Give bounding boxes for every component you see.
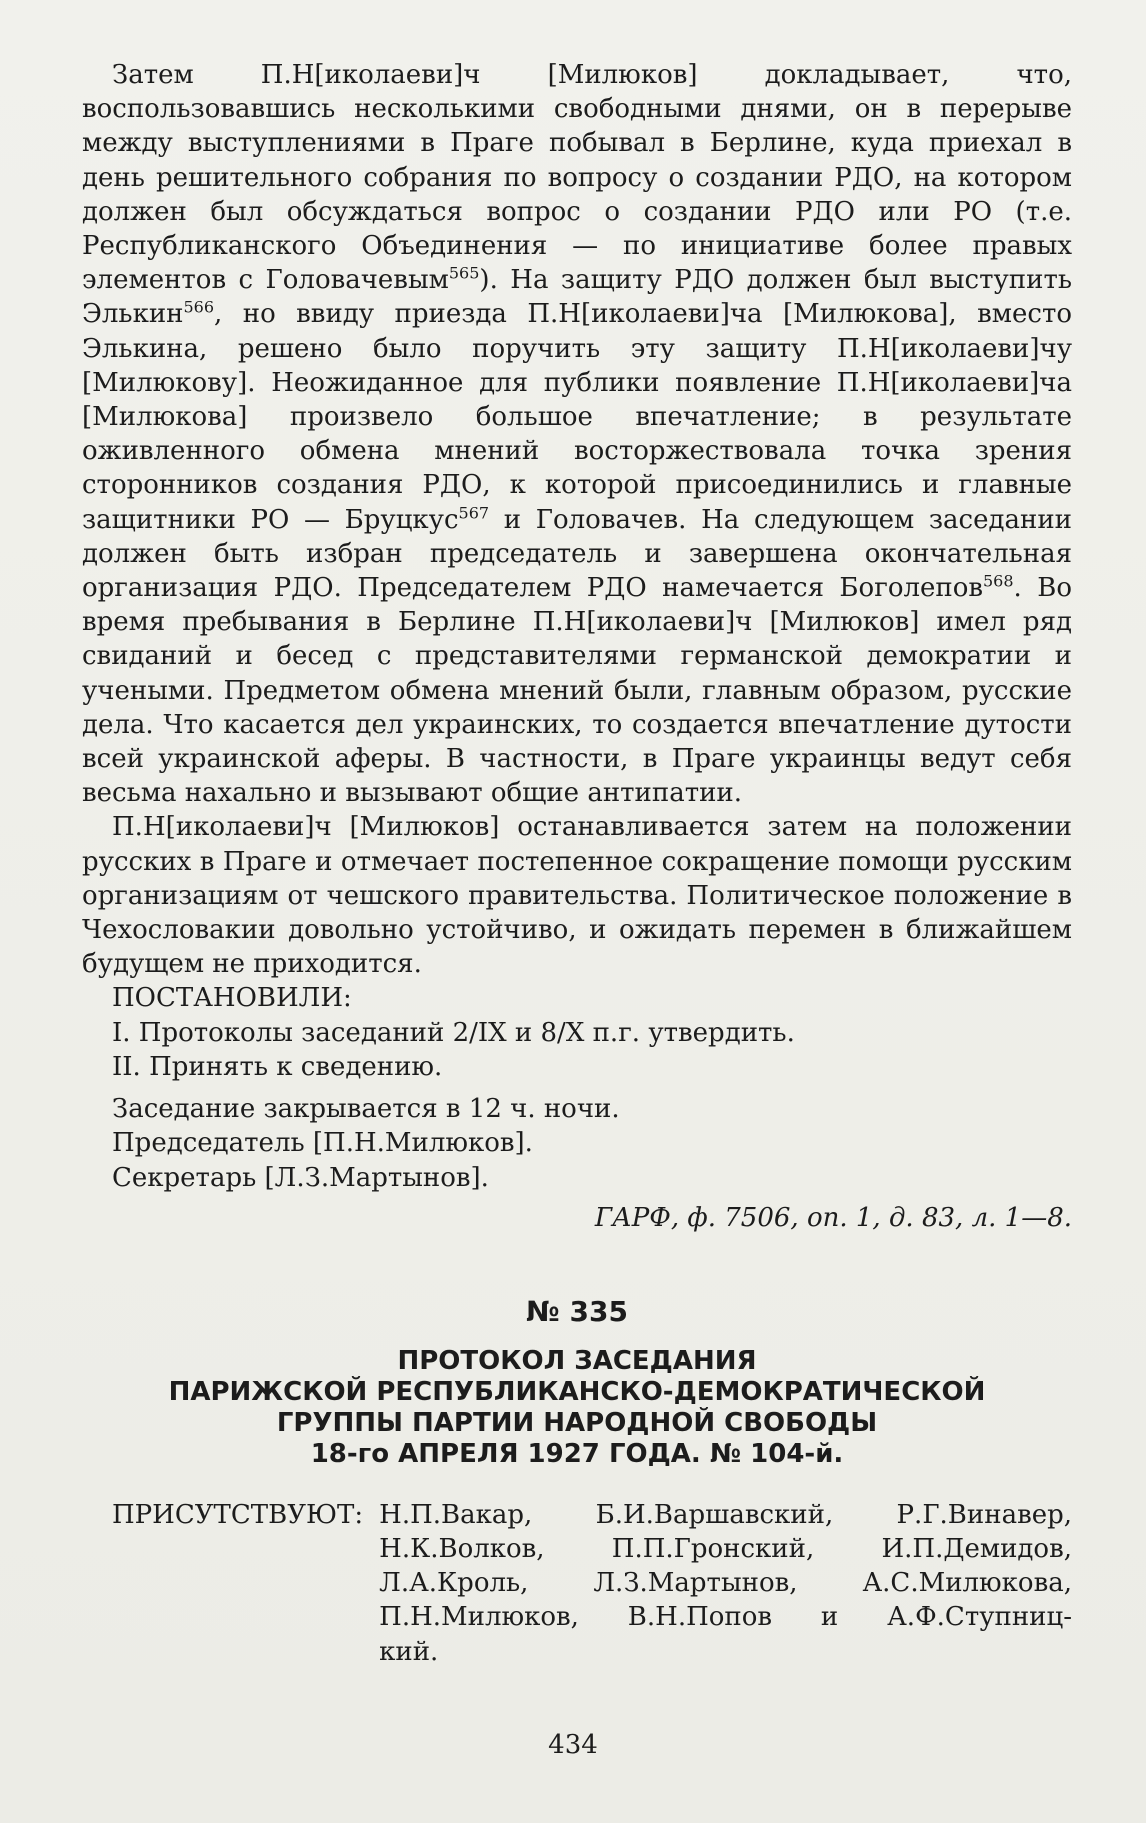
attendees-block xyxy=(82,1498,1072,1669)
page-number: 434 xyxy=(548,1730,598,1760)
attendees-line: Л.А.Кроль, Л.З.Мартынов, А.С.Милюкова, xyxy=(379,1568,1072,1599)
footnote-ref-567[interactable]: 567 xyxy=(458,502,490,522)
chairman-signature: Председатель [П.Н.Милюков]. xyxy=(112,1128,533,1159)
archive-source: ГАРФ, ф. 7506, оп. 1, д. 83, л. 1—8. xyxy=(594,1202,1072,1233)
paragraph-prague: П.Н[иколаеви]ч [Милюков] останавливается затем на положении русских в Праге и отмечает постепенное сокращение помощи русским организациям от чешского правительства. Политическое положение в Чехословакии довольно устойчиво, и ожидать перемен в ближайшем будущем не приходится. xyxy=(82,812,1072,980)
resolution-item-2: II. Принять к сведению. xyxy=(112,1051,443,1082)
attendees-label: ПРИСУТСТВУЮТ: xyxy=(112,1499,364,1530)
attendees-line: Н.К.Волков, П.П.Гронский, И.П.Демидов, xyxy=(379,1533,1072,1564)
doc-title-line-3: ГРУППЫ ПАРТИИ НАРОДНОЙ СВОБОДЫ xyxy=(276,1407,878,1438)
doc-title-line-2: ПАРИЖСКОЙ РЕСПУБЛИКАНСКО-ДЕМОКРАТИЧЕСКОЙ xyxy=(168,1376,986,1407)
resolution-item-1: I. Протоколы заседаний 2/IX и 8/X п.г. утвердить. xyxy=(112,1017,795,1048)
footnote-ref-566[interactable]: 566 xyxy=(183,297,215,317)
footnote-ref-565[interactable]: 565 xyxy=(448,263,480,283)
document-number: № 335 xyxy=(526,1294,628,1328)
text-block xyxy=(82,58,1072,1669)
attendees-line: П.Н.Милюков, В.Н.Попов и А.Ф.Ступниц- xyxy=(379,1602,1072,1633)
doc-title-line-1: ПРОТОКОЛ ЗАСЕДАНИЯ xyxy=(397,1345,757,1376)
attendees-line: Н.П.Вакар, Б.И.Варшавский, Р.Г.Винавер, xyxy=(379,1499,1072,1530)
resolved-label: ПОСТАНОВИЛИ: xyxy=(112,983,352,1014)
attendees-list xyxy=(379,1498,1072,1669)
footnote-ref-568[interactable]: 568 xyxy=(983,571,1014,591)
closing-note: Заседание закрывается в 12 ч. ночи. xyxy=(112,1094,620,1125)
doc-title-line-4: 18-го АПРЕЛЯ 1927 ГОДА. № 104-й. xyxy=(310,1438,844,1469)
secretary-signature: Секретарь [Л.З.Мартынов]. xyxy=(112,1162,489,1193)
paragraph-report-berlin: Затем П.Н[иколаеви]ч [Милюков] докладывает, что, воспользовавшись несколькими свободными днями, он в перерыве между выступлениями в Праге побывал в Берлине, куда приехал в день решительного собрания по вопросу о создании РДО, на котором должен был обсуждаться вопрос о создании РДО или РО (т.е. Республиканского Объединения — по инициативе более правых элементов с Головачевым$^{565}$). На защиту РДО должен был выступить Элькин$^{566}$, но ввиду приезда П.Н[иколаеви]ча [Милюкова], вместо Элькина, решено было поручить эту защиту П.Н[иколаеви]чу [Милюкову]. Неожиданное для публики появление П.Н[иколаеви]ча [Милюкова] произвело большое впечатление; в результате оживленного обмена мнений восторжествовала точка зрения сторонников создания РДО, к которой присоединились и главные защитники РО — Бруцкус$^{567}$ и Головачев. На следующем заседании должен быть избран председатель и завершена окончательная организация РДО. Председателем РДО намечается Боголепов$^{568}$. Во время пребывания в Берлине П.Н[иколаеви]ч [Милюков] имел ряд свиданий и бесед с представителями германской демократии и учеными. Предметом обмена мнений были, главным образом, русские дела. Что касается дел украинских, то создается впечатление дутости всей украинской аферы. В частности, в Праге украинцы ведут себя весьма нахально и вызывают общие антипатии. xyxy=(82,60,1072,809)
attendees-line: кий. xyxy=(379,1636,439,1667)
